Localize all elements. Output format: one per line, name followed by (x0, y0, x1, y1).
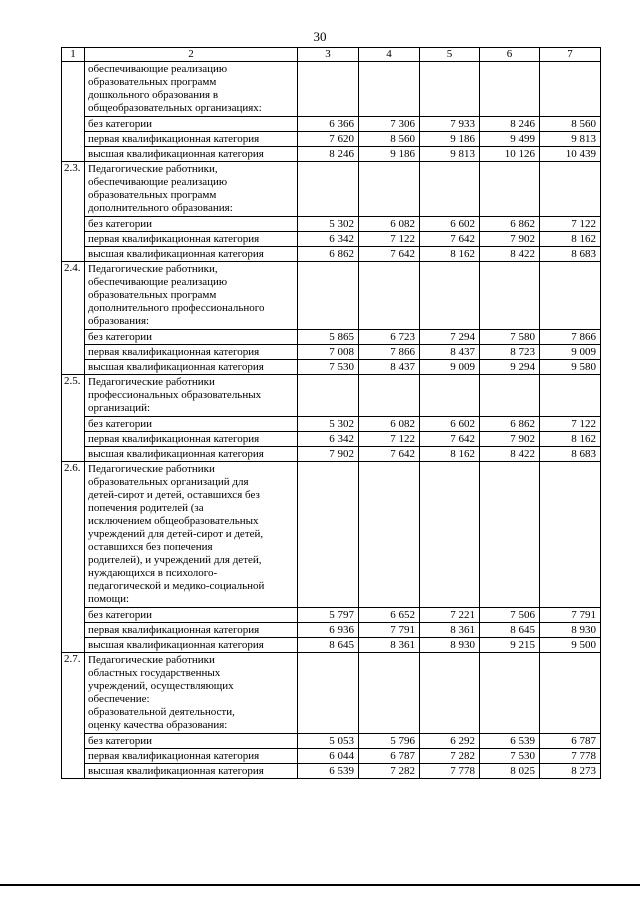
empty-cell (420, 262, 480, 330)
empty-cell (480, 62, 540, 117)
description-line: образовательных программ (88, 76, 217, 88)
description-line: Педагогические работники (88, 376, 215, 388)
salary-value: 6 787 (540, 734, 601, 749)
description-line: попечения родителей (за (88, 502, 204, 514)
salary-value: 9 813 (420, 147, 480, 162)
salary-value: 8 025 (480, 764, 540, 779)
empty-cell (540, 162, 601, 217)
table-row (62, 623, 601, 638)
salary-value: 8 683 (540, 247, 601, 262)
salary-value: 5 797 (298, 608, 359, 623)
table-row (62, 147, 601, 162)
salary-value: 7 620 (298, 132, 359, 147)
empty-cell (480, 375, 540, 417)
table-row (62, 417, 601, 432)
category-label: первая квалификационная категория (85, 345, 298, 360)
empty-cell (540, 462, 601, 608)
salary-value: 9 009 (420, 360, 480, 375)
category-label: высшая квалификационная категория (85, 147, 298, 162)
empty-cell (540, 375, 601, 417)
table-body (62, 48, 601, 779)
salary-value: 9 009 (540, 345, 601, 360)
salary-value: 9 215 (480, 638, 540, 653)
salary-value: 6 342 (298, 432, 359, 447)
salary-value: 5 865 (298, 330, 359, 345)
salary-value: 7 282 (359, 764, 420, 779)
salary-value: 7 902 (298, 447, 359, 462)
table-row (62, 232, 601, 247)
salary-value: 8 246 (298, 147, 359, 162)
salary-value: 10 439 (540, 147, 601, 162)
salary-value: 7 122 (359, 232, 420, 247)
salary-value: 8 361 (420, 623, 480, 638)
description-line: Педагогические работники (88, 463, 215, 475)
salary-value: 7 933 (420, 117, 480, 132)
table-row (62, 638, 601, 653)
description-line: оценку качества образования: (88, 719, 228, 731)
salary-value: 9 499 (480, 132, 540, 147)
salary-value: 7 791 (540, 608, 601, 623)
category-label: без категории (85, 217, 298, 232)
description-line: обеспечивающие реализацию (88, 176, 228, 188)
empty-cell (480, 262, 540, 330)
section-number: 2.3. (62, 162, 85, 262)
section-number: 2.5. (62, 375, 85, 462)
empty-cell (359, 62, 420, 117)
section-header-row (62, 375, 601, 417)
salary-value: 8 930 (420, 638, 480, 653)
description-line: Педагогические работники (88, 654, 215, 666)
empty-cell (298, 262, 359, 330)
category-label: высшая квалификационная категория (85, 360, 298, 375)
column-header: 5 (420, 48, 480, 62)
description-line: учреждений, осуществляющих (88, 680, 234, 692)
section-description (85, 375, 298, 417)
empty-cell (540, 653, 601, 734)
salary-value: 8 162 (540, 432, 601, 447)
table-row (62, 217, 601, 232)
salary-value: 9 186 (420, 132, 480, 147)
table-row (62, 330, 601, 345)
salary-value: 8 437 (359, 360, 420, 375)
salary-value: 6 862 (298, 247, 359, 262)
column-header: 3 (298, 48, 359, 62)
description-line: общеобразовательных организациях: (88, 102, 262, 114)
category-label: без категории (85, 330, 298, 345)
category-label: первая квалификационная категория (85, 749, 298, 764)
section-description (85, 262, 298, 330)
salary-value: 8 162 (420, 247, 480, 262)
salary-value: 8 422 (480, 247, 540, 262)
salary-value: 7 122 (540, 217, 601, 232)
table-row (62, 447, 601, 462)
description-line: образовательной деятельности, (88, 706, 235, 718)
salary-value: 7 122 (540, 417, 601, 432)
salary-value: 6 082 (359, 417, 420, 432)
empty-cell (359, 462, 420, 608)
salary-value: 8 645 (298, 638, 359, 653)
salary-table (61, 47, 601, 779)
salary-value: 7 778 (540, 749, 601, 764)
salary-value: 8 162 (540, 232, 601, 247)
description-line: помощи: (88, 593, 130, 605)
category-label: первая квалификационная категория (85, 623, 298, 638)
description-line: педагогической и медико-социальной (88, 580, 265, 592)
description-line: областных государственных (88, 667, 221, 679)
section-header-row (62, 462, 601, 608)
section-header-row (62, 162, 601, 217)
salary-value: 9 294 (480, 360, 540, 375)
salary-value: 6 044 (298, 749, 359, 764)
empty-cell (298, 62, 359, 117)
salary-value: 7 642 (420, 432, 480, 447)
table-row (62, 749, 601, 764)
salary-value: 8 246 (480, 117, 540, 132)
category-label: без категории (85, 734, 298, 749)
section-description (85, 162, 298, 217)
salary-value: 8 930 (540, 623, 601, 638)
description-line: дополнительного образования: (88, 202, 233, 214)
category-label: без категории (85, 608, 298, 623)
salary-value: 7 530 (298, 360, 359, 375)
empty-cell (480, 162, 540, 217)
category-label: высшая квалификационная категория (85, 247, 298, 262)
column-header: 2 (85, 48, 298, 62)
column-header: 7 (540, 48, 601, 62)
salary-value: 6 539 (298, 764, 359, 779)
empty-cell (298, 462, 359, 608)
salary-value: 6 342 (298, 232, 359, 247)
section-number: 2.7. (62, 653, 85, 779)
table-row (62, 247, 601, 262)
salary-value: 7 791 (359, 623, 420, 638)
category-label: высшая квалификационная категория (85, 638, 298, 653)
salary-value: 5 302 (298, 217, 359, 232)
table-row (62, 360, 601, 375)
empty-cell (359, 653, 420, 734)
description-line: оставшихся без попечения (88, 541, 213, 553)
salary-value: 6 602 (420, 217, 480, 232)
salary-value: 8 723 (480, 345, 540, 360)
description-line: обеспечивающие реализацию (88, 276, 228, 288)
table-row (62, 734, 601, 749)
section-number (62, 62, 85, 162)
category-label: без категории (85, 417, 298, 432)
salary-value: 7 778 (420, 764, 480, 779)
salary-value: 6 862 (480, 217, 540, 232)
empty-cell (420, 462, 480, 608)
description-line: образовательных организаций для (88, 476, 249, 488)
empty-cell (298, 653, 359, 734)
salary-value: 7 122 (359, 432, 420, 447)
column-header: 1 (62, 48, 85, 62)
description-line: образования: (88, 315, 150, 327)
description-line: обеспечивающие реализацию (88, 63, 228, 75)
empty-cell (359, 375, 420, 417)
description-line: нуждающихся в психолого- (88, 567, 218, 579)
section-header-row (62, 62, 601, 117)
empty-cell (420, 653, 480, 734)
section-description (85, 462, 298, 608)
salary-value: 7 642 (359, 247, 420, 262)
section-description (85, 653, 298, 734)
salary-value: 8 560 (359, 132, 420, 147)
salary-value: 7 306 (359, 117, 420, 132)
section-description (85, 62, 298, 117)
salary-value: 7 902 (480, 232, 540, 247)
description-line: Педагогические работники, (88, 263, 218, 275)
category-label: первая квалификационная категория (85, 132, 298, 147)
salary-value: 5 796 (359, 734, 420, 749)
salary-value: 7 902 (480, 432, 540, 447)
table-row (62, 608, 601, 623)
section-header-row (62, 653, 601, 734)
description-line: обеспечение: (88, 693, 150, 705)
salary-value: 5 053 (298, 734, 359, 749)
salary-value: 6 366 (298, 117, 359, 132)
salary-value: 9 580 (540, 360, 601, 375)
salary-value: 8 645 (480, 623, 540, 638)
salary-value: 7 294 (420, 330, 480, 345)
salary-value: 7 580 (480, 330, 540, 345)
table-row (62, 117, 601, 132)
salary-value: 8 361 (359, 638, 420, 653)
table-row (62, 432, 601, 447)
description-line: дошкольного образования в (88, 89, 219, 101)
salary-value: 6 602 (420, 417, 480, 432)
salary-value: 6 539 (480, 734, 540, 749)
salary-value: 8 683 (540, 447, 601, 462)
salary-value: 8 273 (540, 764, 601, 779)
column-header: 4 (359, 48, 420, 62)
salary-value: 9 813 (540, 132, 601, 147)
section-number: 2.6. (62, 462, 85, 653)
empty-cell (420, 62, 480, 117)
salary-value: 10 126 (480, 147, 540, 162)
empty-cell (420, 162, 480, 217)
table-row (62, 764, 601, 779)
section-number: 2.4. (62, 262, 85, 375)
empty-cell (359, 262, 420, 330)
salary-value: 7 506 (480, 608, 540, 623)
salary-value: 7 282 (420, 749, 480, 764)
salary-value: 8 162 (420, 447, 480, 462)
salary-value: 6 652 (359, 608, 420, 623)
empty-cell (540, 262, 601, 330)
description-line: исключением общеобразовательных (88, 515, 259, 527)
table-row (62, 345, 601, 360)
salary-value: 9 500 (540, 638, 601, 653)
salary-value: 7 221 (420, 608, 480, 623)
salary-value: 7 642 (359, 447, 420, 462)
salary-value: 7 530 (480, 749, 540, 764)
page-number: 30 (313, 29, 327, 44)
empty-cell (298, 375, 359, 417)
category-label: первая квалификационная категория (85, 432, 298, 447)
empty-cell (480, 653, 540, 734)
empty-cell (298, 162, 359, 217)
empty-cell (480, 462, 540, 608)
salary-value: 8 422 (480, 447, 540, 462)
description-line: дополнительного профессионального (88, 302, 265, 314)
category-label: первая квалификационная категория (85, 232, 298, 247)
description-line: Педагогические работники, (88, 163, 218, 175)
table-row (62, 132, 601, 147)
empty-cell (359, 162, 420, 217)
salary-value: 6 787 (359, 749, 420, 764)
description-line: учреждений для детей-сирот и детей, (88, 528, 264, 540)
salary-value: 7 866 (359, 345, 420, 360)
section-header-row (62, 262, 601, 330)
description-line: организаций: (88, 402, 151, 414)
salary-value: 7 642 (420, 232, 480, 247)
salary-value: 6 862 (480, 417, 540, 432)
salary-value: 7 008 (298, 345, 359, 360)
salary-value: 9 186 (359, 147, 420, 162)
description-line: образовательных программ (88, 189, 217, 201)
category-label: высшая квалификационная категория (85, 447, 298, 462)
column-header: 6 (480, 48, 540, 62)
description-line: родителей), и учреждений для детей, (88, 554, 262, 566)
empty-cell (420, 375, 480, 417)
bottom-rule (0, 884, 640, 886)
salary-value: 6 082 (359, 217, 420, 232)
description-line: профессиональных образовательных (88, 389, 262, 401)
salary-value: 8 437 (420, 345, 480, 360)
empty-cell (540, 62, 601, 117)
salary-value: 8 560 (540, 117, 601, 132)
salary-value: 5 302 (298, 417, 359, 432)
salary-value: 6 723 (359, 330, 420, 345)
category-label: без категории (85, 117, 298, 132)
table-header-row (62, 48, 601, 62)
salary-value: 6 292 (420, 734, 480, 749)
description-line: детей-сирот и детей, оставшихся без (88, 489, 260, 501)
description-line: образовательных программ (88, 289, 217, 301)
category-label: высшая квалификационная категория (85, 764, 298, 779)
salary-value: 7 866 (540, 330, 601, 345)
salary-value: 6 936 (298, 623, 359, 638)
